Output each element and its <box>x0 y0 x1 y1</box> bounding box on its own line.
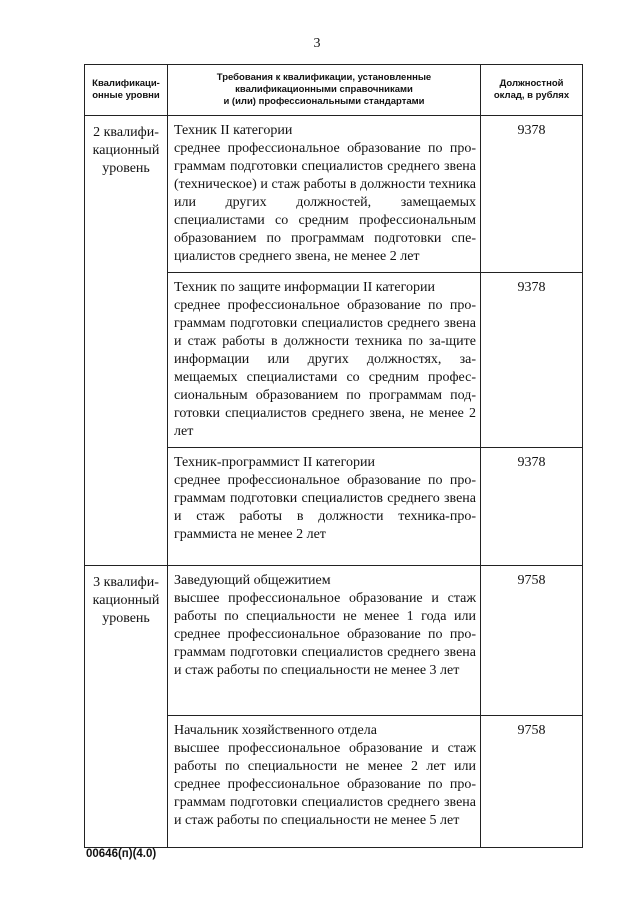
requirement-text: высшее профессиональное образование и стаж работы по специальности не менее 2 лет или среднее профессиональное образование по про-граммам подготовки специалистов среднего звена и стаж работы по специальности не менее 5 лет <box>174 741 476 828</box>
document-code: 00646(п)(4.0) <box>86 848 157 860</box>
requirement-text: среднее профессиональное образование по про-граммам подготовки специалистов среднего звена и стаж работы в должности техника-про-граммиста не менее 2 лет <box>174 473 476 542</box>
salary-cell: 9758 <box>481 716 583 848</box>
position-title: Заведующий общежитием <box>174 573 331 588</box>
position-title: Техник по защите информации II категории <box>174 280 435 295</box>
table-row <box>85 566 583 716</box>
header-requirements: Требования к квалификации, установленные квалификационными справочниками и (или) профессиональными стандартами <box>168 65 481 116</box>
position-title: Техник II категории <box>174 123 293 138</box>
table-row <box>85 116 583 273</box>
requirement-cell <box>168 116 481 273</box>
requirement-cell <box>168 566 481 716</box>
salary-cell: 9758 <box>481 566 583 716</box>
salary-cell: 9378 <box>481 273 583 448</box>
requirement-cell <box>168 448 481 566</box>
page-number: 3 <box>313 36 321 51</box>
requirement-text: среднее профессиональное образование по про-граммам подготовки специалистов среднего звена (техническое) и стаж работы в должности техника или других должностей, замещаемых специалистами со средним профессиональным образованием по программам подготовки спе-циалистов среднего звена, не менее 2 лет <box>174 141 476 264</box>
requirement-text: среднее профессиональное образование по про-граммам подготовки специалистов среднего звена и стаж работы в должности техника по за-щите информации или других должностях, за-мещаемых специалистами со средним профес-сиональным образованием по программам под-готовки специалистов среднего звена, не менее 2 лет <box>174 298 476 439</box>
requirement-cell <box>168 716 481 848</box>
salary-cell: 9378 <box>481 448 583 566</box>
position-title: Начальник хозяйственного отдела <box>174 723 377 738</box>
requirement-cell <box>168 273 481 448</box>
header-level: Квалификаци- онные уровни <box>85 65 168 116</box>
position-title: Техник-программист II категории <box>174 455 375 470</box>
level-cell: 2 квалифи- кационный уровень <box>85 116 168 566</box>
table-header-row <box>85 65 583 116</box>
qualification-table <box>84 64 583 848</box>
level-cell: 3 квалифи- кационный уровень <box>85 566 168 848</box>
salary-cell: 9378 <box>481 116 583 273</box>
requirement-text: высшее профессиональное образование и стаж работы по специальности не менее 1 года или среднее профессиональное образование по про-граммам подготовки специалистов среднего звена и стаж работы по специальности не менее 3 лет <box>174 591 476 678</box>
header-salary: Должностной оклад, в рублях <box>481 65 583 116</box>
